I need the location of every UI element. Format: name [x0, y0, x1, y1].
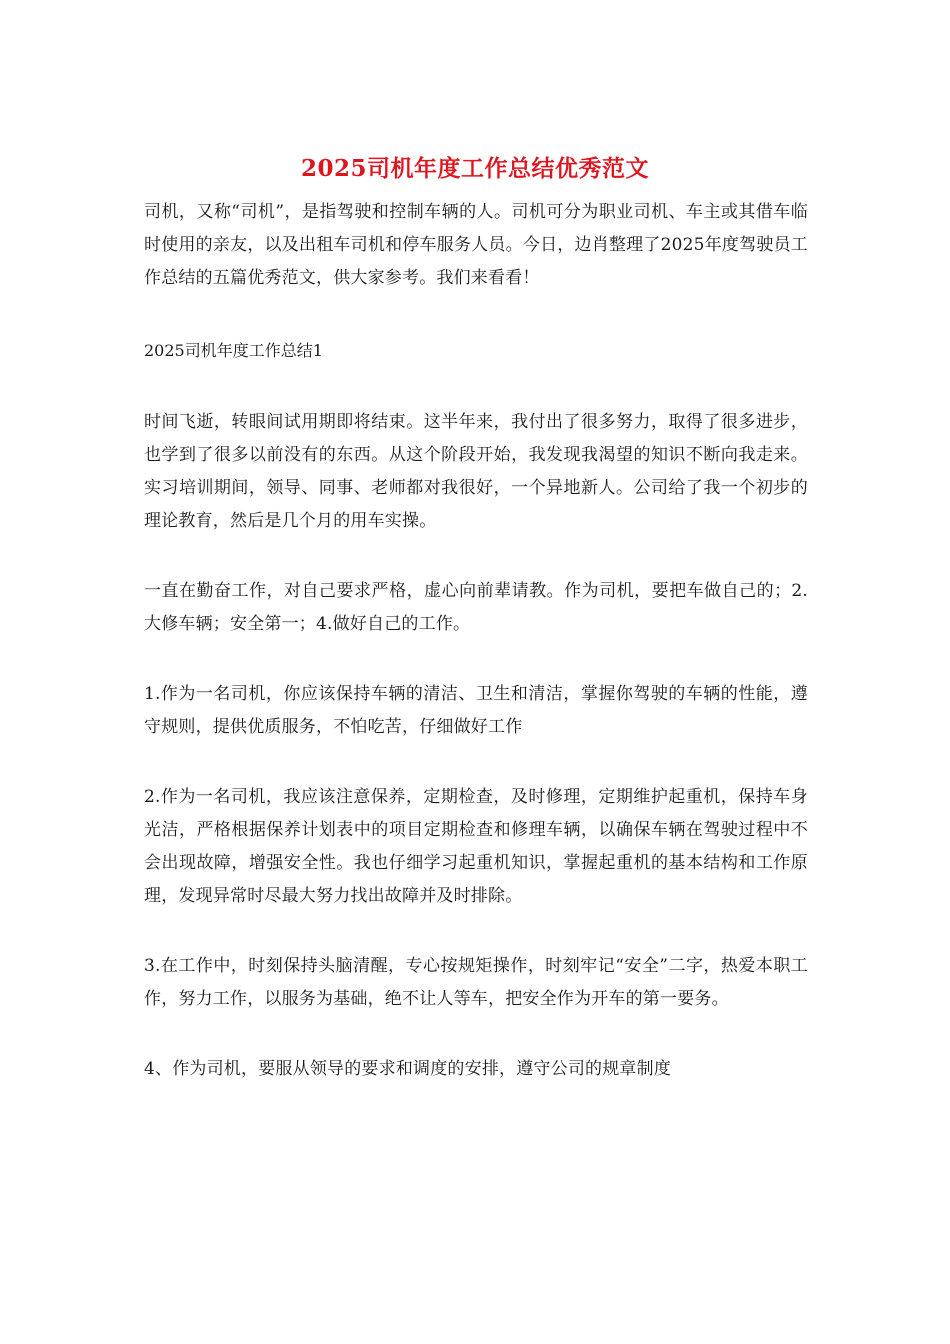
body-paragraph: 一直在勤奋工作，对自己要求严格，虚心向前辈请教。作为司机，要把车做自己的；2.大修车辆；安全第一；4.做好自己的工作。: [144, 581, 808, 634]
section-heading: 2025司机年度工作总结1: [144, 341, 323, 360]
document-body: [144, 196, 808, 1123]
document-title: 2025司机年度工作总结优秀范文: [300, 155, 649, 182]
body-paragraph: 1.作为一名司机，你应该保持车辆的清洁、卫生和清洁，掌握你驾驶的车辆的性能，遵守规则，提供优质服务，不怕吃苦，仔细做好工作: [144, 684, 808, 737]
body-paragraph: 3.在工作中，时刻保持头脑清醒，专心按规矩操作，时刻牢记“安全”二字，热爱本职工作，努力工作，以服务为基础，绝不让人等车，把安全作为开车的第一要务。: [144, 956, 808, 1009]
body-paragraph: 2.作为一名司机，我应该注意保养，定期检查，及时修理，定期维护起重机，保持车身光洁，严格根据保养计划表中的项目定期检查和修理车辆，以确保车辆在驾驶过程中不会出现故障，增强安全性。我也仔细学习起重机知识，掌握起重机的基本结构和工作原理，发现异常时尽最大努力找出故障并及时排除。: [144, 787, 808, 906]
body-paragraph: 4、作为司机，要服从领导的要求和调度的安排，遵守公司的规章制度: [144, 1059, 672, 1079]
body-paragraph: 时间飞逝，转眼间试用期即将结束。这半年来，我付出了很多努力，取得了很多进步，也学到了很多以前没有的东西。从这个阶段开始，我发现我渴望的知识不断向我走来。实习培训期间，领导、同事、老师都对我很好，一个异地新人。公司给了我一个初步的理论教育，然后是几个月的用车实操。: [144, 412, 808, 531]
intro-paragraph: 司机，又称“司机”，是指驾驶和控制车辆的人。司机可分为职业司机、车主或其借车临时使用的亲友，以及出租车司机和停车服务人员。今日，边肖整理了2025年度驾驶员工作总结的五篇优秀范文，供大家参考。我们来看看！: [144, 202, 808, 288]
